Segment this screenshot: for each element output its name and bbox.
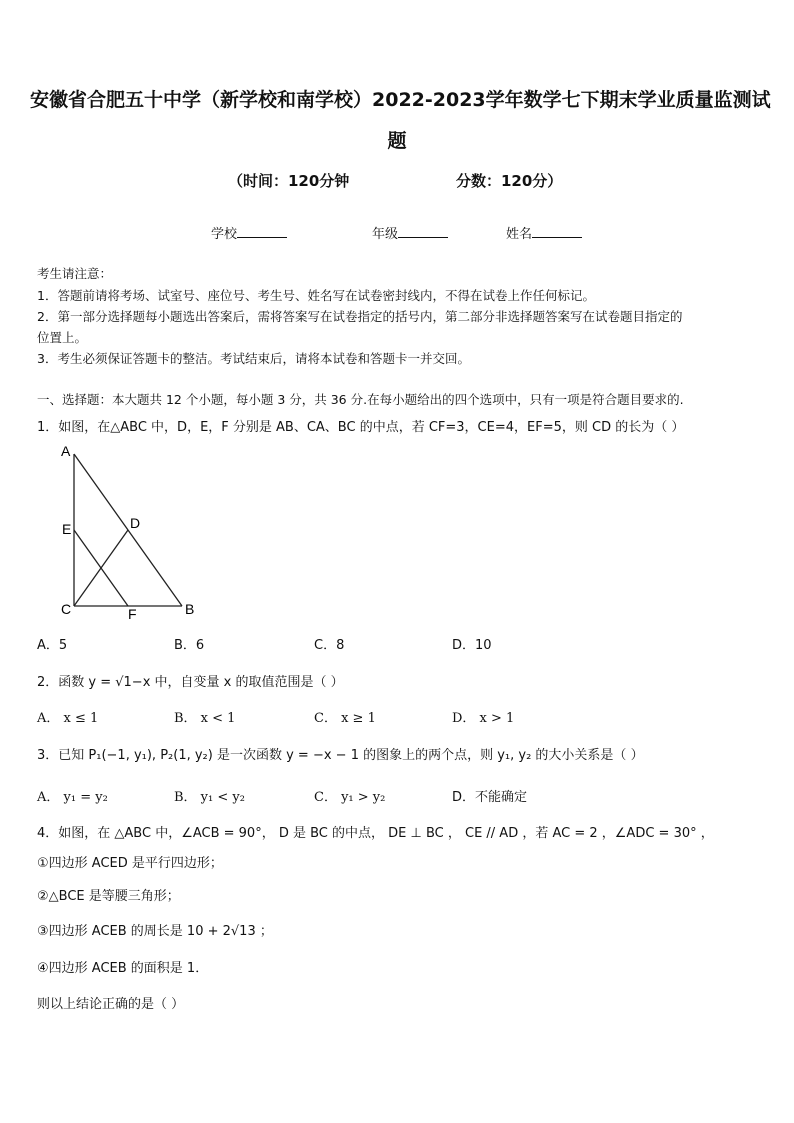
q3-option-d[interactable]: D．不能确定 xyxy=(452,790,528,805)
q3-option-c[interactable]: C． y₁ > y₂ xyxy=(314,790,386,805)
exam-title-line1: 安徽省合肥五十中学（新学校和南学校）2022-2023学年数学七下期末学业质量监测试 xyxy=(30,89,771,111)
q1-option-b[interactable]: B．6 xyxy=(174,638,205,653)
exam-title-line2: 题 xyxy=(387,130,407,152)
exam-time: （时间：120分钟 xyxy=(228,172,350,190)
q4-question: 则以上结论正确的是（ ） xyxy=(37,997,185,1012)
q4-statement-3: ③四边形 ACEB 的周长是 10 + 2√13 ； xyxy=(37,924,273,939)
grade-label: 年级 xyxy=(372,227,399,242)
name-label: 姓名 xyxy=(506,227,533,242)
q4-statement-4: ④四边形 ACEB 的面积是 1． xyxy=(37,961,209,976)
label-e: E xyxy=(62,521,72,537)
notice-item-1: 1．答题前请将考场、试室号、座位号、考生号、姓名写在试卷密封线内，不得在试卷上作任何标记。 xyxy=(37,288,595,303)
q4-statement-2: ②△BCE 是等腰三角形； xyxy=(37,889,180,904)
notice-item-2: 2．第一部分选择题每小题选出答案后，需将答案写在试卷指定的括号内，第二部分非选择题答案写在试卷题目指定的 xyxy=(37,309,683,324)
label-d: D xyxy=(130,515,141,531)
q2-option-a[interactable]: A． x ≤ 1 xyxy=(37,711,99,726)
q1-text: 1．如图，在△ABC 中，D，E，F 分别是 AB、CA、BC 的中点，若 CF=3，CE=4，EF=5，则 CD 的长为（ ） xyxy=(37,420,685,435)
q1-triangle-figure xyxy=(58,442,208,624)
q1-option-a[interactable]: A．5 xyxy=(37,638,68,653)
q3-text: 3．已知 P₁(−1, y₁), P₂(1, y₂) 是一次函数 y = −x − 1 的图象上的两个点，则 y₁, y₂ 的大小关系是（ ） xyxy=(37,748,644,763)
label-b: B xyxy=(185,601,195,617)
notice-item-2-cont: 位置上。 xyxy=(37,330,88,345)
school-field xyxy=(211,223,287,242)
label-f: F xyxy=(128,606,137,622)
grade-blank[interactable] xyxy=(398,225,448,238)
q4-statement-1: ①四边形 ACED 是平行四边形； xyxy=(37,856,223,871)
label-c: C xyxy=(61,601,72,617)
q3-option-b[interactable]: B． y₁ < y₂ xyxy=(174,790,245,805)
label-a: A xyxy=(61,443,71,459)
school-label: 学校 xyxy=(211,227,238,242)
notice-item-3: 3．考生必须保证答题卡的整洁。考试结束后，请将本试卷和答题卡一并交回。 xyxy=(37,351,470,366)
notice-title: 考生请注意： xyxy=(37,266,113,281)
school-blank[interactable] xyxy=(237,225,287,238)
name-field xyxy=(506,223,582,242)
q2-option-b[interactable]: B． x < 1 xyxy=(174,711,236,726)
q2-option-c[interactable]: C． x ≥ 1 xyxy=(314,711,376,726)
q3-option-a[interactable]: A． y₁ = y₂ xyxy=(37,790,108,805)
q2-text: 2．函数 y = √1−x 中，自变量 x 的取值范围是（ ） xyxy=(37,675,344,690)
q1-option-c[interactable]: C．8 xyxy=(314,638,345,653)
q4-text: 4．如图，在 △ABC 中，∠ACB = 90°， D 是 BC 的中点， DE ⊥ BC ， CE // AD ，若 AC = 2 ，∠ADC = 30° ， xyxy=(37,826,714,841)
section1-heading: 一、选择题：本大题共 12 个小题，每小题 3 分，共 36 分.在每小题给出的四个选项中，只有一项是符合题目要求的. xyxy=(37,392,684,407)
q1-option-d[interactable]: D．10 xyxy=(452,638,492,653)
name-blank[interactable] xyxy=(532,225,582,238)
exam-score: 分数：120分） xyxy=(456,172,563,190)
q2-option-d[interactable]: D． x > 1 xyxy=(452,711,515,726)
grade-field xyxy=(372,223,448,242)
